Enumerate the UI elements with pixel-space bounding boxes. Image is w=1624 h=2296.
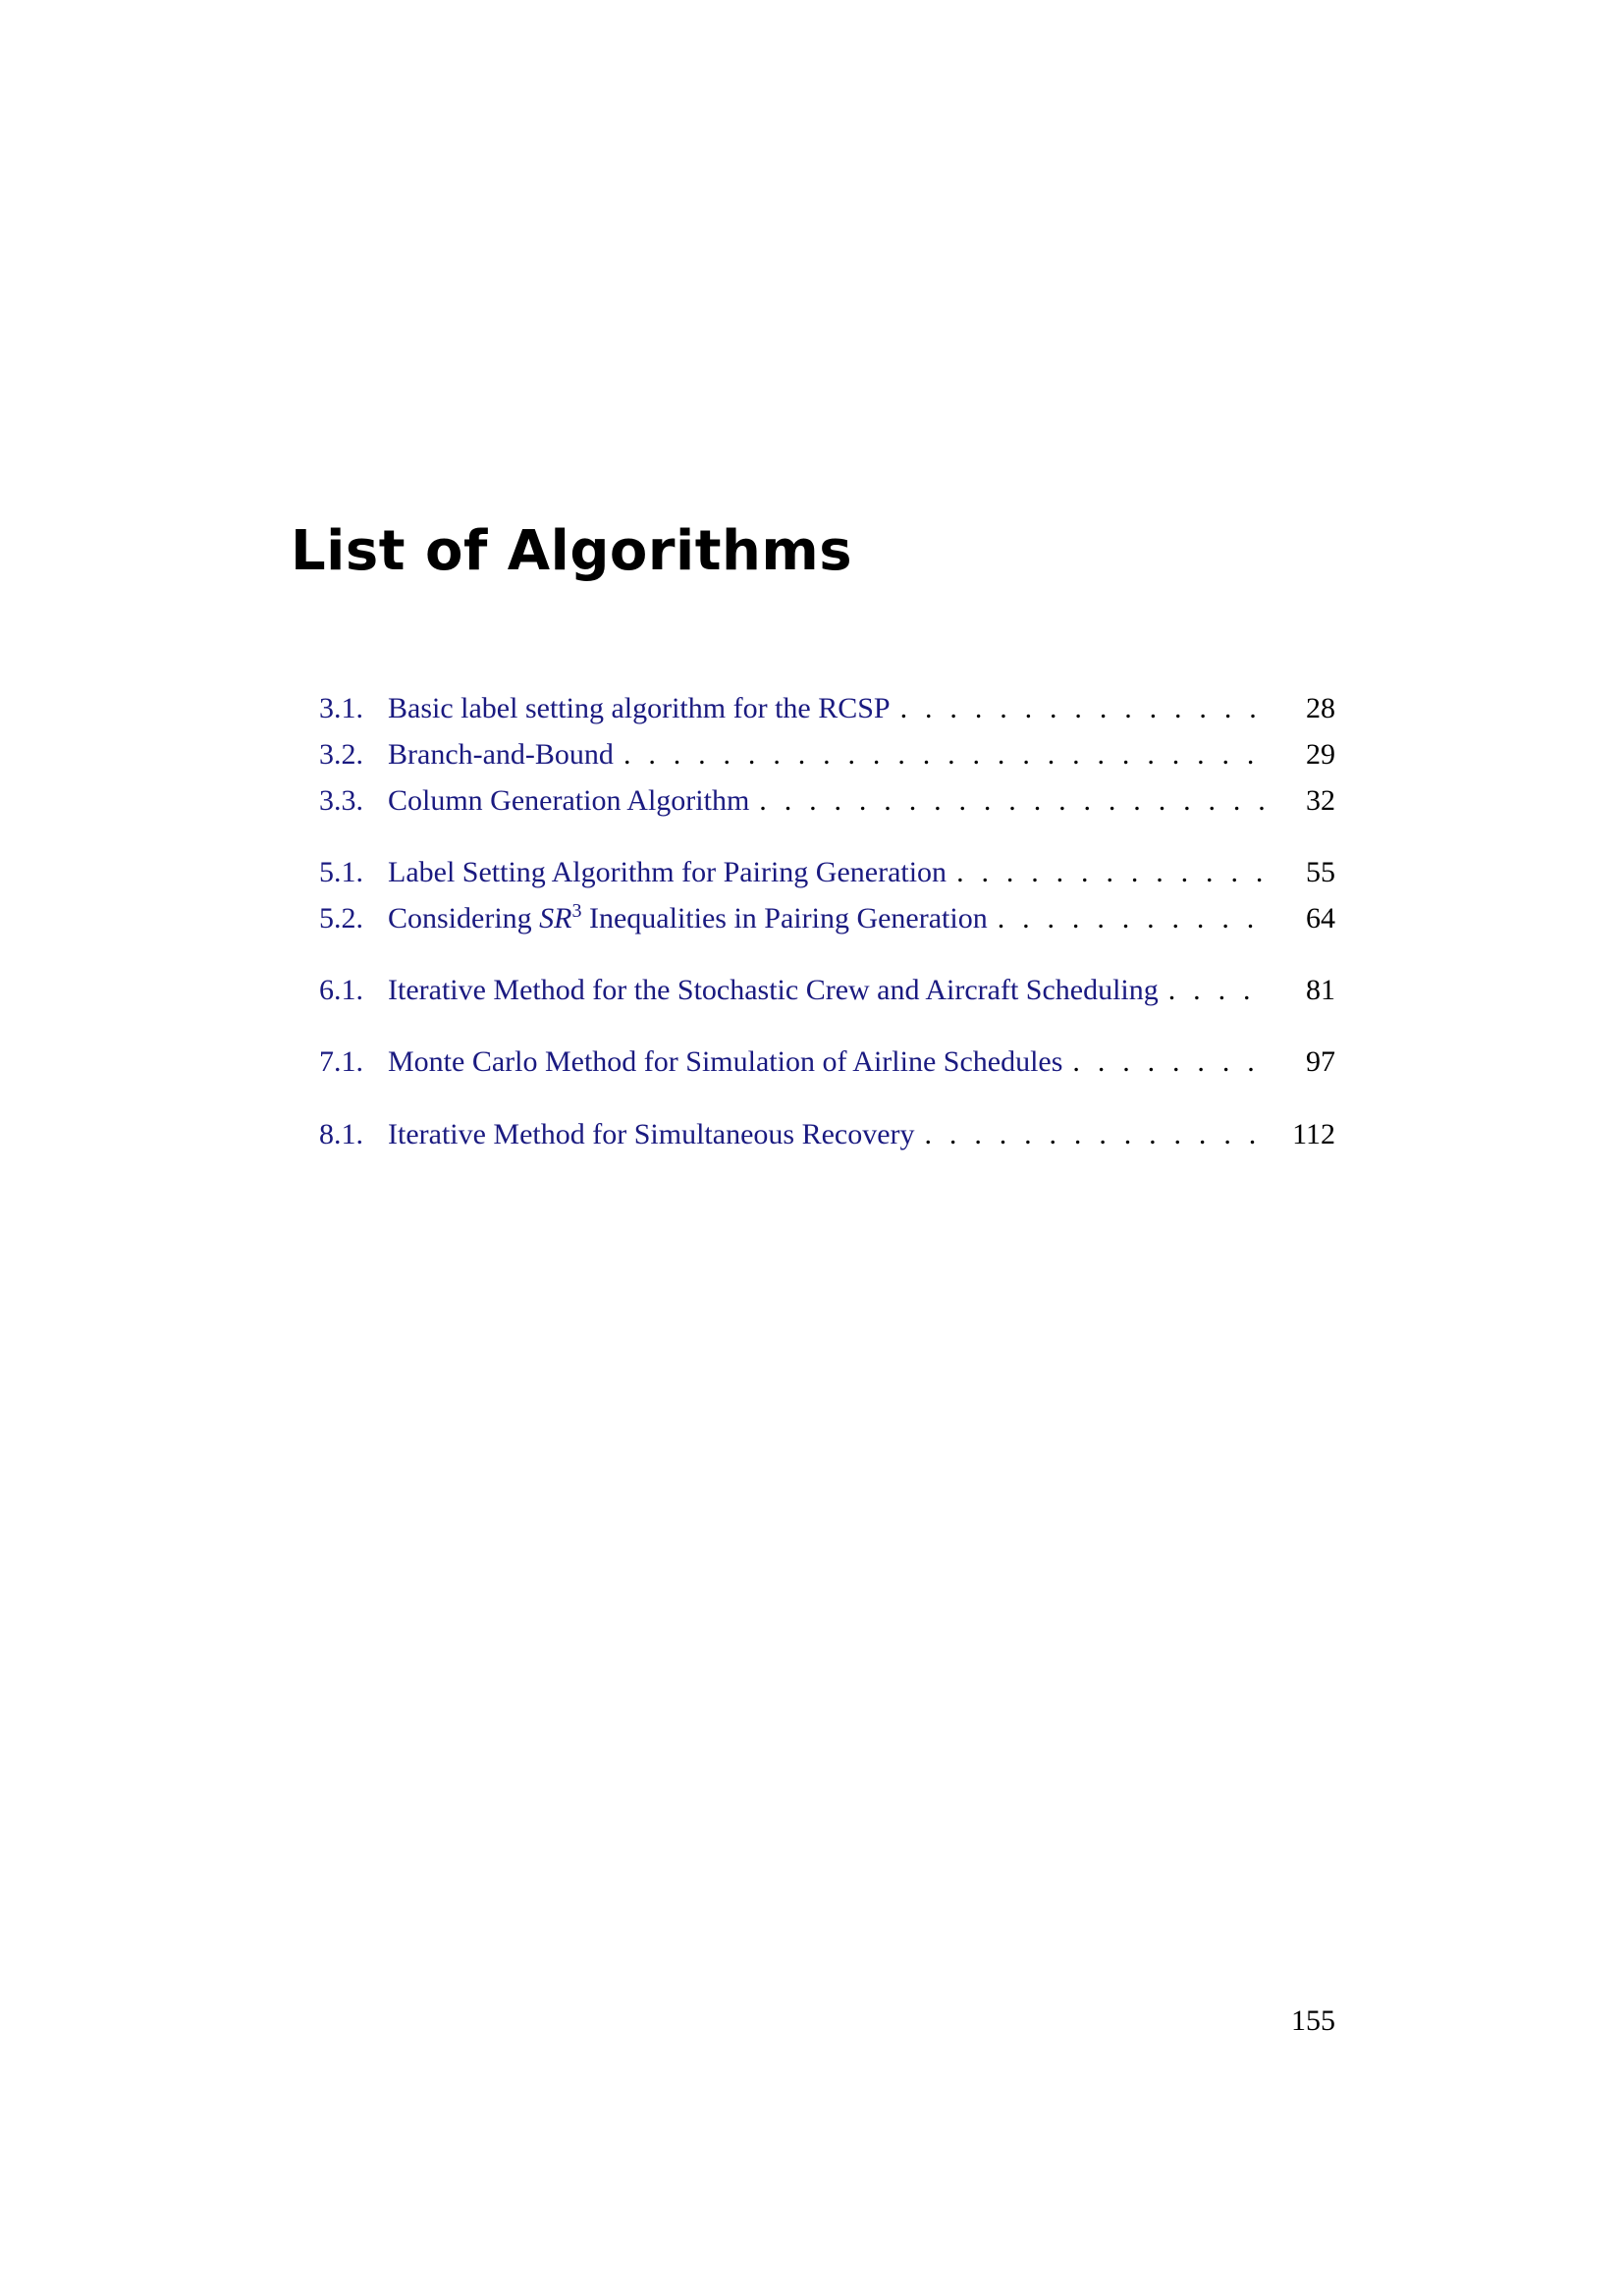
entry-number: 5.2. <box>319 902 363 934</box>
entry-number: 3.3. <box>319 784 363 817</box>
math-superscript: 3 <box>571 900 582 922</box>
toc-entry-3-3[interactable] <box>319 778 1335 824</box>
entry-number: 3.1. <box>319 692 363 724</box>
page-title: List of Algorithms <box>291 519 853 583</box>
page-number: 155 <box>1291 2004 1335 2037</box>
entry-page-number: 112 <box>1292 1118 1335 1150</box>
entry-title-link[interactable]: Iterative Method for the Stochastic Crew and Aircraft Scheduling <box>388 968 1168 1013</box>
entry-number: 8.1. <box>319 1118 363 1150</box>
toc-entry-6-1[interactable] <box>319 968 1335 1013</box>
entry-title-link[interactable] <box>388 896 998 941</box>
dot-leader <box>900 686 1267 731</box>
entry-title-link[interactable]: Monte Carlo Method for Simulation of Airline Schedules <box>388 1040 1072 1085</box>
title-suffix: Inequalities in Pairing Generation <box>589 902 988 934</box>
toc-entry-5-1[interactable] <box>319 850 1335 895</box>
toc-entry-3-2[interactable] <box>319 732 1335 777</box>
entry-number: 3.2. <box>319 738 363 771</box>
entry-title-link[interactable]: Basic label setting algorithm for the RCSP <box>388 686 900 731</box>
entry-page-number: 97 <box>1306 1045 1335 1078</box>
entry-title-link[interactable]: Branch-and-Bound <box>388 732 623 777</box>
entry-page-number: 64 <box>1306 902 1335 934</box>
toc-entry-3-1[interactable] <box>319 686 1335 731</box>
toc-entry-8-1[interactable] <box>319 1112 1335 1157</box>
entry-title-link[interactable]: Column Generation Algorithm <box>388 778 759 824</box>
entry-number: 5.1. <box>319 856 363 888</box>
entry-page-number: 81 <box>1306 974 1335 1006</box>
dot-leader <box>956 850 1267 895</box>
dot-leader <box>759 778 1267 824</box>
dot-leader <box>1072 1040 1267 1085</box>
title-prefix: Considering <box>388 902 532 934</box>
toc-entry-7-1[interactable] <box>319 1040 1335 1085</box>
dot-leader <box>925 1112 1267 1157</box>
entry-page-number: 28 <box>1306 692 1335 724</box>
entry-title-link[interactable]: Iterative Method for Simultaneous Recovery <box>388 1112 925 1157</box>
dot-leader <box>998 896 1267 941</box>
toc-entry-5-2[interactable] <box>319 896 1335 941</box>
dot-leader <box>623 732 1267 777</box>
entry-number: 7.1. <box>319 1045 363 1078</box>
entry-title-link[interactable]: Label Setting Algorithm for Pairing Generation <box>388 850 956 895</box>
math-sr: SR <box>539 902 572 934</box>
entry-number: 6.1. <box>319 974 363 1006</box>
entry-page-number: 29 <box>1306 738 1335 771</box>
dot-leader <box>1168 968 1267 1013</box>
entry-page-number: 55 <box>1306 856 1335 888</box>
entry-page-number: 32 <box>1306 784 1335 817</box>
